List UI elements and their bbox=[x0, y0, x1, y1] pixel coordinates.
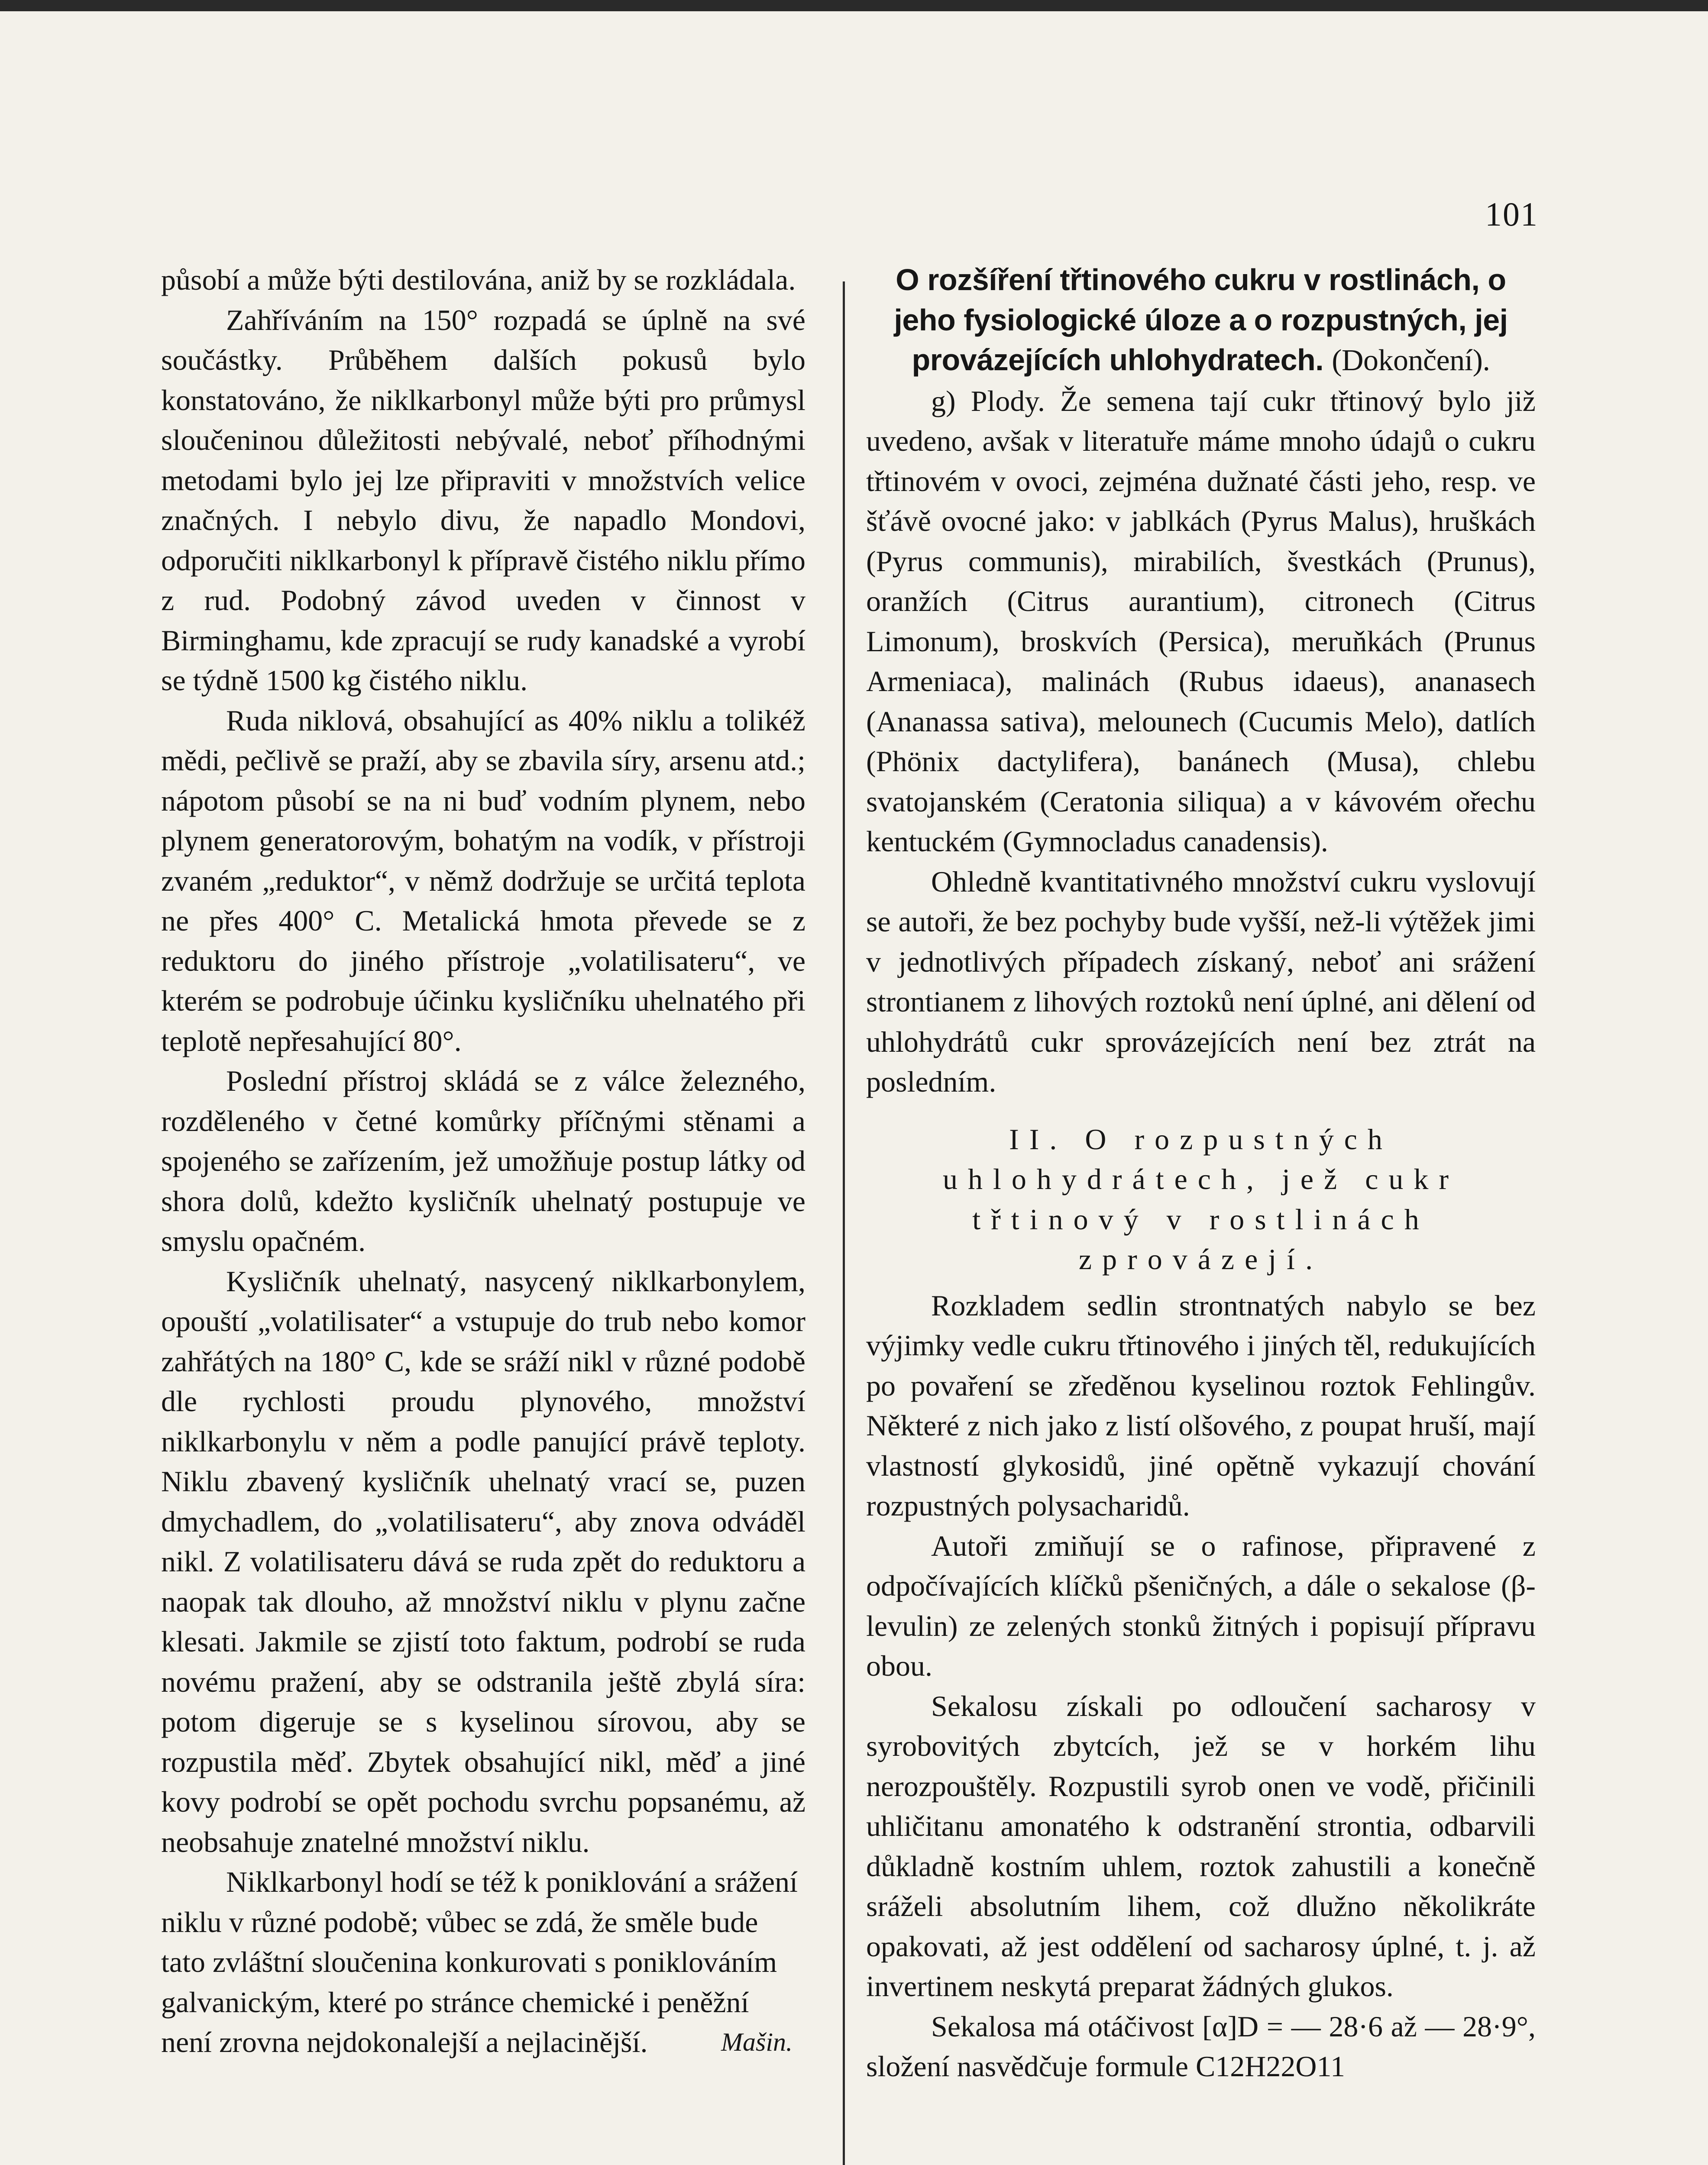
paragraph: Ruda niklová, obsahující as 40% niklu a tolikéž mědi, pečlivě se praží, aby se zbavila síry, arsenu atd.; nápotom působí se na ni buď vodním plynem, nebo plynem generatorovým, bohatým na vodík, v přístroji zvaném „reduktor“, v němž dodržuje se určitá teplota ne přes 400° C. Metalická hmota převede se z reduktoru do jiného přístroje „volatilisateru“, ve kterém se podrobuje účinku kysličníku uhelnatého při teplotě nepřesahující 80°. bbox=[161, 704, 805, 1057]
paragraph: Kysličník uhelnatý, nasycený niklkarbonylem, opouští „volatilisater“ a vstupuje do trub nebo komor zahřátých na 180° C, kde se sráží nikl v různé podobě dle rychlosti proudu plynového, množství niklkarbonylu v něm a podle panující právě teploty. Niklu zbavený kysličník uhelnatý vrací se, puzen dmychadlem, do „volatilisateru“, aby znova odváděl nikl. Z volatilisateru dává se ruda zpět do reduktoru a naopak tak dlouho, až množství niklu v plynu začne klesati. Jakmile se zjistí toto faktum, podrobí se ruda novému pražení, aby se odstranila ještě zbylá síra: potom digeruje se s kyselinou sírovou, aby se rozpustila měď. Zbytek obsahující nikl, měď a jiné kovy podrobí se opět pochodu svrchu popsanému, až neobsahuje znatelné množství niklu. bbox=[161, 1264, 805, 1858]
paragraph-text: Niklkarbonyl hodí se též k poniklování a srážení niklu v různé podobě; vůbec se zdá, že směle bude tato zvláštní sloučenina konkurovati s poniklováním galvanickým, které po stránce chemické i peněžní není zrovna nejdokonalejší a nejlacinější. bbox=[161, 1865, 798, 2058]
page-number: 101 bbox=[1485, 195, 1538, 233]
paragraph: Rozkladem sedlin strontnatých nabylo se bez výjimky vedle cukru třtinového i jiných těl, redukujících po povaření se zředěnou kyselinou roztok Fehlingův. Některé z nich jako z listí olšového, z poupat hruší, mají vlastností glykosidů, jiné opětně vykazují chování rozpustných polysacharidů. bbox=[866, 1289, 1536, 1522]
left-column bbox=[161, 260, 805, 2062]
paragraph: Ohledně kvantitativného množství cukru vyslovují se autoři, že bez pochyby bude vyšší, než-li výtěžek jimi v jednotlivých případech získaný, neboť ani srážení strontianem z lihových roztoků není úplné, ani dělení od uhlohydrátů cukr sprovázejících není bez ztrát na posledním. bbox=[866, 865, 1536, 1098]
paragraph: Autoři zmiňují se o rafinose, připravené z odpočívajících klíčků pšeničných, a dále o sekalose (β-levulin) ze zelených stonků žitných i popisují přípravu obou. bbox=[866, 1529, 1536, 1682]
paragraph: Sekalosu získali po odloučení sacharosy v syrobovitých zbytcích, jež se v horkém lihu nerozpouštěly. Rozpustili syrob onen ve vodě, přičinili uhličitanu amonatého k odstranění strontia, odbarvili důkladně kostním uhlem, roztok zahustili a konečně sráželi absolutním lihem, což dlužno několikráte opakovati, až jest oddělení od sacharosy úplné, t. j. až invertinem neskytá preparat žádných glukos. bbox=[866, 1689, 1536, 2003]
paragraph-with-signature bbox=[161, 1862, 805, 2062]
right-column bbox=[866, 260, 1536, 2087]
paragraph: Zahříváním na 150° rozpadá se úplně na své součástky. Průběhem dalších pokusů bylo konstatováno, že niklkarbonyl může býti pro průmysl sloučeninou důležitosti nebývalé, neboť příhodnými metodami bylo jej lze připraviti v množstvích velice značných. I nebylo divu, že napadlo Mondovi, odporučiti niklkarbonyl k přípravě čistého niklu přímo z rud. Podobný závod uveden v činnost v Birminghamu, kde zpracují se rudy kanadské a vyrobí se týdně 1500 kg čistého niklu. bbox=[161, 303, 805, 697]
section-title: II. O rozpustných uhlohydrátech, jež cukr třtinový v rostlinách zprovázejí. bbox=[942, 1122, 1459, 1276]
paragraph: g) Plody. Že semena tají cukr třtinový bylo již uvedeno, avšak v literatuře máme mnoho údajů o cukru třtinovém v ovoci, zejména dužnaté části jeho, resp. ve šťávě ovocné jako: v jablkách (Pyrus Malus), hruškách (Pyrus communis), mirabilích, švestkách (Prunus), oranžích (Citrus aurantium), citronech (Citrus Limonum), broskvích (Persica), meruňkách (Prunus Armeniaca), malinách (Rubus idaeus), ananasech (Ananassa sativa), melounech (Cucumis Melo), datlích (Phönix dactylifera), banánech (Musa), chlebu svatojanském (Ceratonia siliqua) a v kávovém ořechu kentuckém (Gymnocladus canadensis). bbox=[866, 384, 1536, 858]
scan-top-edge bbox=[0, 0, 1708, 11]
article-heading-continued: (Dokončení). bbox=[1332, 344, 1490, 377]
paragraph: Poslední přístroj skládá se z válce železného, rozděleného v četné komůrky příčnými stěnami a spojeného se zařízením, jež umožňuje postup látky od shora dolů, kdežto kysličník uhelnatý postupuje ve smyslu opačném. bbox=[161, 1064, 805, 1257]
article-heading-title: O rozšíření třtinového cukru v rostlinách, o jeho fysiologické úloze a o rozpustných, jej provázejících uhlohydratech. bbox=[894, 263, 1508, 377]
paragraph: Sekalosa má otáčivost [α]D = — 28·6 až — 28·9°, složení nasvědčuje formule C12H22O11 bbox=[866, 2010, 1536, 2083]
column-divider bbox=[843, 281, 845, 2165]
paragraph: působí a může býti destilována, aniž by se rozkládala. bbox=[161, 263, 796, 296]
author-signature: Mašin. bbox=[721, 2028, 793, 2056]
article-heading bbox=[866, 260, 1536, 381]
